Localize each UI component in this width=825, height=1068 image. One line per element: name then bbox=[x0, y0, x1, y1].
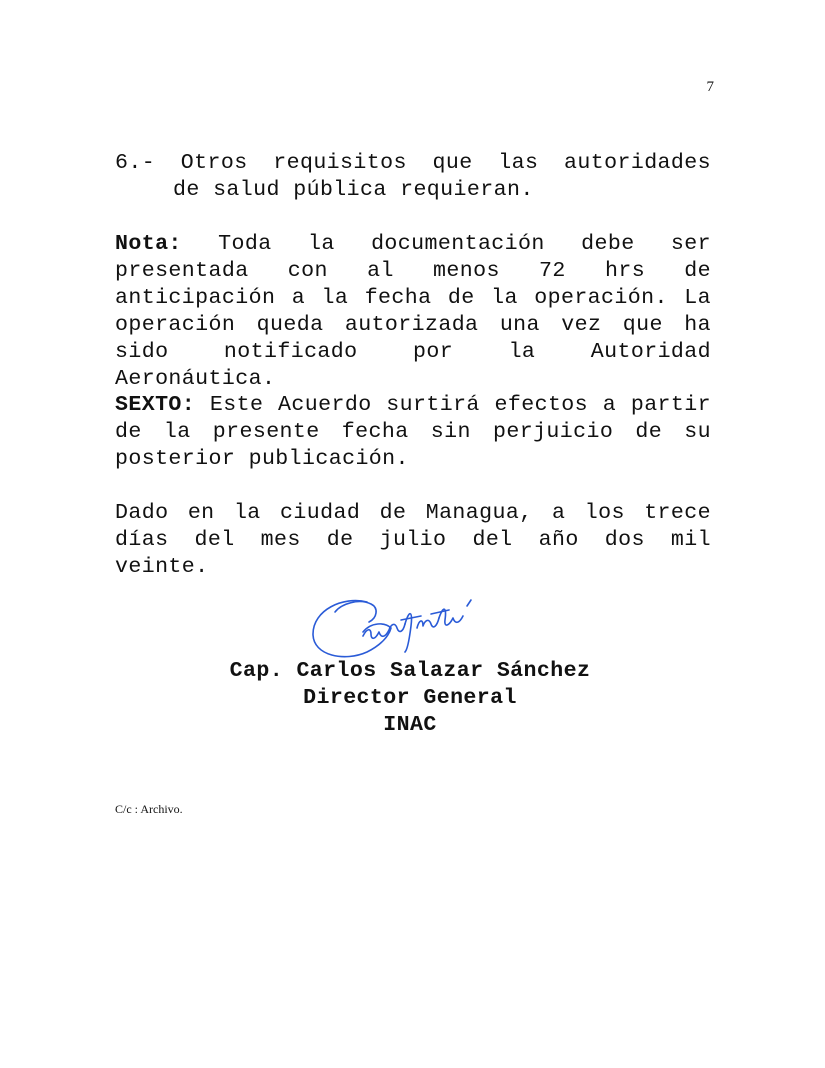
item-six-line-1: 6.- Otros requisitos que las autoridades bbox=[115, 151, 711, 175]
signature-block bbox=[200, 658, 620, 739]
sexto-text: Este Acuerdo surtirá efectos a partir de la presente fecha sin perjuicio de su posterior publicación. bbox=[115, 393, 711, 471]
note-text: Toda la documentación debe ser presentada con al menos 72 hrs de anticipación a la fecha de la operación. La operación queda autorizada una vez que ha sido notificado por la Autoridad Aeronáutica. bbox=[115, 232, 711, 391]
signatory-name: Cap. Carlos Salazar Sánchez bbox=[229, 659, 591, 683]
closing-paragraph: Dado en la ciudad de Managua, a los trece días del mes de julio del año dos mil veinte. bbox=[115, 501, 711, 579]
signatory-organization: INAC bbox=[383, 713, 437, 737]
item-six-line-2: de salud pública requieran. bbox=[173, 178, 534, 202]
signatory-title: Director General bbox=[303, 686, 517, 710]
note-paragraph bbox=[115, 231, 711, 393]
note-label: Nota: bbox=[115, 232, 182, 256]
page-number: 7 bbox=[706, 79, 714, 95]
sexto-label: SEXTO: bbox=[115, 393, 196, 417]
handwritten-signature bbox=[305, 592, 485, 664]
sexto-paragraph bbox=[115, 392, 711, 473]
carbon-copy-note: C/c : Archivo. bbox=[115, 802, 183, 816]
requirement-item-six bbox=[115, 150, 711, 204]
